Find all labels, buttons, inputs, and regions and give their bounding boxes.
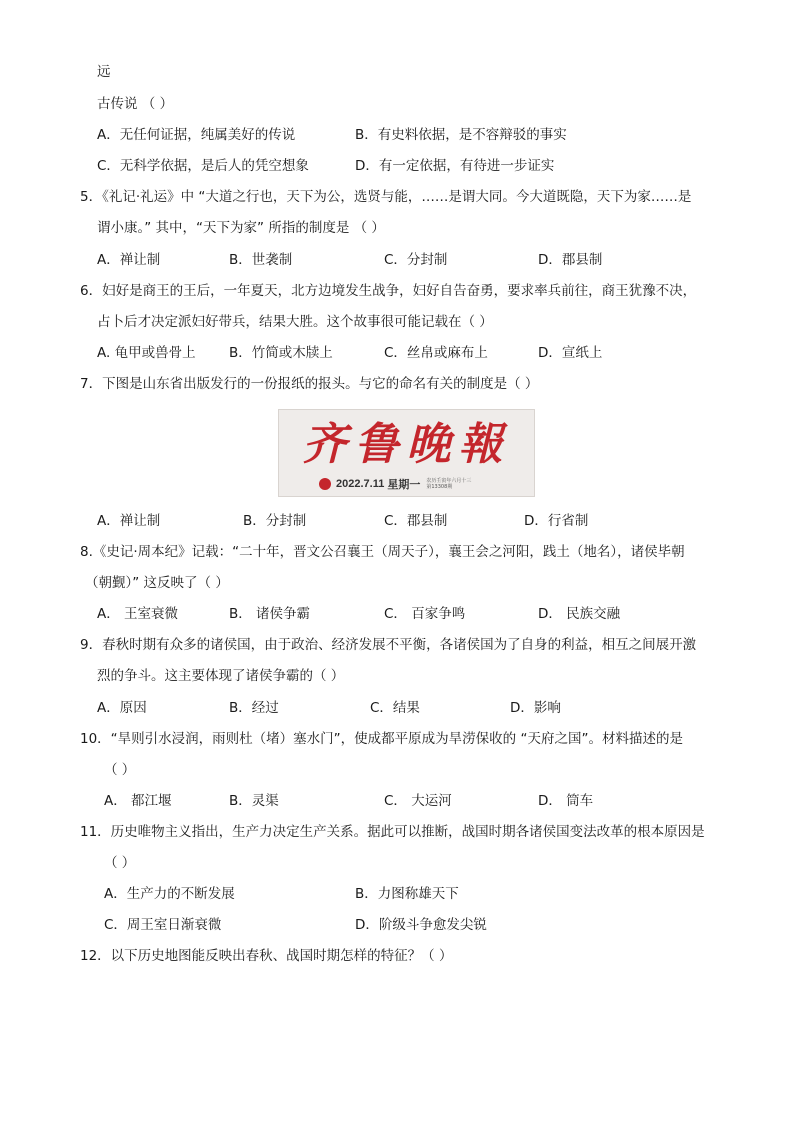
q4-option-c: C．无科学依据，是后人的凭空想象 xyxy=(97,158,309,174)
q7-option-b: B．分封制 xyxy=(243,513,307,529)
q10-line2: （ ） xyxy=(104,762,136,778)
q10-line1: 10．“旱则引水浸润，雨则杜（堵）塞水门”，使成都平原成为旱涝保收的 “天府之国”。材料描述的是 xyxy=(80,731,683,747)
q5-line1: 5．《礼记·礼运》中 “大道之行也，天下为公，选贤与能，……是谓大同。今大道既隐，天下为家……是 xyxy=(80,189,692,205)
q6-option-b: B．竹简或木牍上 xyxy=(229,345,333,361)
q11-option-c: C．周王室日渐衰微 xyxy=(104,917,222,933)
q8-line2: （朝觐）” 这反映了（ ） xyxy=(85,575,229,591)
q10-option-c: C． 大运河 xyxy=(384,793,452,809)
q5-option-d: D．郡县制 xyxy=(538,252,603,268)
q8-option-c: C． 百家争鸣 xyxy=(384,606,466,622)
masthead-weekday: 星期一 xyxy=(387,478,421,491)
q8-option-a: A． 王室衰微 xyxy=(97,606,179,622)
q7-option-c: C．郡县制 xyxy=(384,513,448,529)
newspaper-logo-icon xyxy=(319,478,331,490)
q6-line2: 占卜后才决定派妇好带兵，结果大胜。这个故事很可能记载在（ ） xyxy=(97,314,493,330)
q4-option-a: A．无任何证据，纯属美好的传说 xyxy=(97,127,296,143)
q7-line1: 7．下图是山东省出版发行的一份报纸的报头。与它的命名有关的制度是（ ） xyxy=(80,376,539,392)
q5-option-a: A．禅让制 xyxy=(97,252,161,268)
q10-option-b: B．灵渠 xyxy=(229,793,279,809)
q9-option-d: D．影响 xyxy=(510,700,561,716)
q11-option-b: B．力图称雄天下 xyxy=(355,886,459,902)
masthead-small-print xyxy=(426,478,471,490)
q6-option-a: A. 龟甲或兽骨上 xyxy=(97,345,196,361)
q5-option-c: C．分封制 xyxy=(384,252,448,268)
masthead-lunar-date: 农历壬寅年六月十三 xyxy=(426,478,472,484)
q11-line1: 11．历史唯物主义指出，生产力决定生产关系。据此可以推断，战国时期各诸侯国变法改革的根本原因是 xyxy=(80,824,705,840)
q11-option-a: A．生产力的不断发展 xyxy=(104,886,235,902)
q9-line1: 9．春秋时期有众多的诸侯国，由于政治、经济发展不平衡，各诸侯国为了自身的利益，相互之间展开激 xyxy=(80,637,697,653)
q7-option-a: A．禅让制 xyxy=(97,513,161,529)
masthead-date: 2022.7.11 xyxy=(336,478,385,490)
masthead-date-bar xyxy=(319,476,494,492)
q4-line1: 远 xyxy=(97,64,111,80)
q9-option-c: C．结果 xyxy=(370,700,420,716)
q4-option-b: B．有史料依据，是不容辩驳的事实 xyxy=(355,127,567,143)
masthead-issue-number: 第13308期 xyxy=(426,484,453,490)
q12-line1: 12．以下历史地图能反映出春秋、战国时期怎样的特征？（ ） xyxy=(80,948,453,964)
q9-option-a: A．原因 xyxy=(97,700,147,716)
q5-line2: 谓小康。” 其中，“天下为家” 所指的制度是 （ ） xyxy=(97,220,385,236)
q6-option-d: D．宣纸上 xyxy=(538,345,603,361)
q4-line2: 古传说 （ ） xyxy=(97,96,174,112)
q6-line1: 6．妇好是商王的王后，一年夏天，北方边境发生战争，妇好自告奋勇，要求率兵前往，商王犹豫不决， xyxy=(80,283,697,299)
q8-line1: 8.《史记·周本纪》记载：“二十年，晋文公召襄王（周天子），襄王会之河阳，践土（地名），诸侯毕朝 xyxy=(80,544,685,560)
q9-line2: 烈的争斗。这主要体现了诸侯争霸的（ ） xyxy=(97,668,345,684)
newspaper-masthead-image xyxy=(278,409,535,497)
q10-option-a: A． 都江堰 xyxy=(104,793,172,809)
q4-option-d: D．有一定依据，有待进一步证实 xyxy=(355,158,555,174)
q6-option-c: C．丝帛或麻布上 xyxy=(384,345,488,361)
q11-line2: （ ） xyxy=(104,855,136,871)
q10-option-d: D． 筒车 xyxy=(538,793,594,809)
q8-option-d: D． 民族交融 xyxy=(538,606,621,622)
q8-option-b: B． 诸侯争霸 xyxy=(229,606,311,622)
q7-option-d: D．行省制 xyxy=(524,513,589,529)
q11-option-d: D．阶级斗争愈发尖锐 xyxy=(355,917,487,933)
masthead-title: 齐鲁晚報 xyxy=(302,419,511,470)
q9-option-b: B．经过 xyxy=(229,700,279,716)
q5-option-b: B．世袭制 xyxy=(229,252,293,268)
